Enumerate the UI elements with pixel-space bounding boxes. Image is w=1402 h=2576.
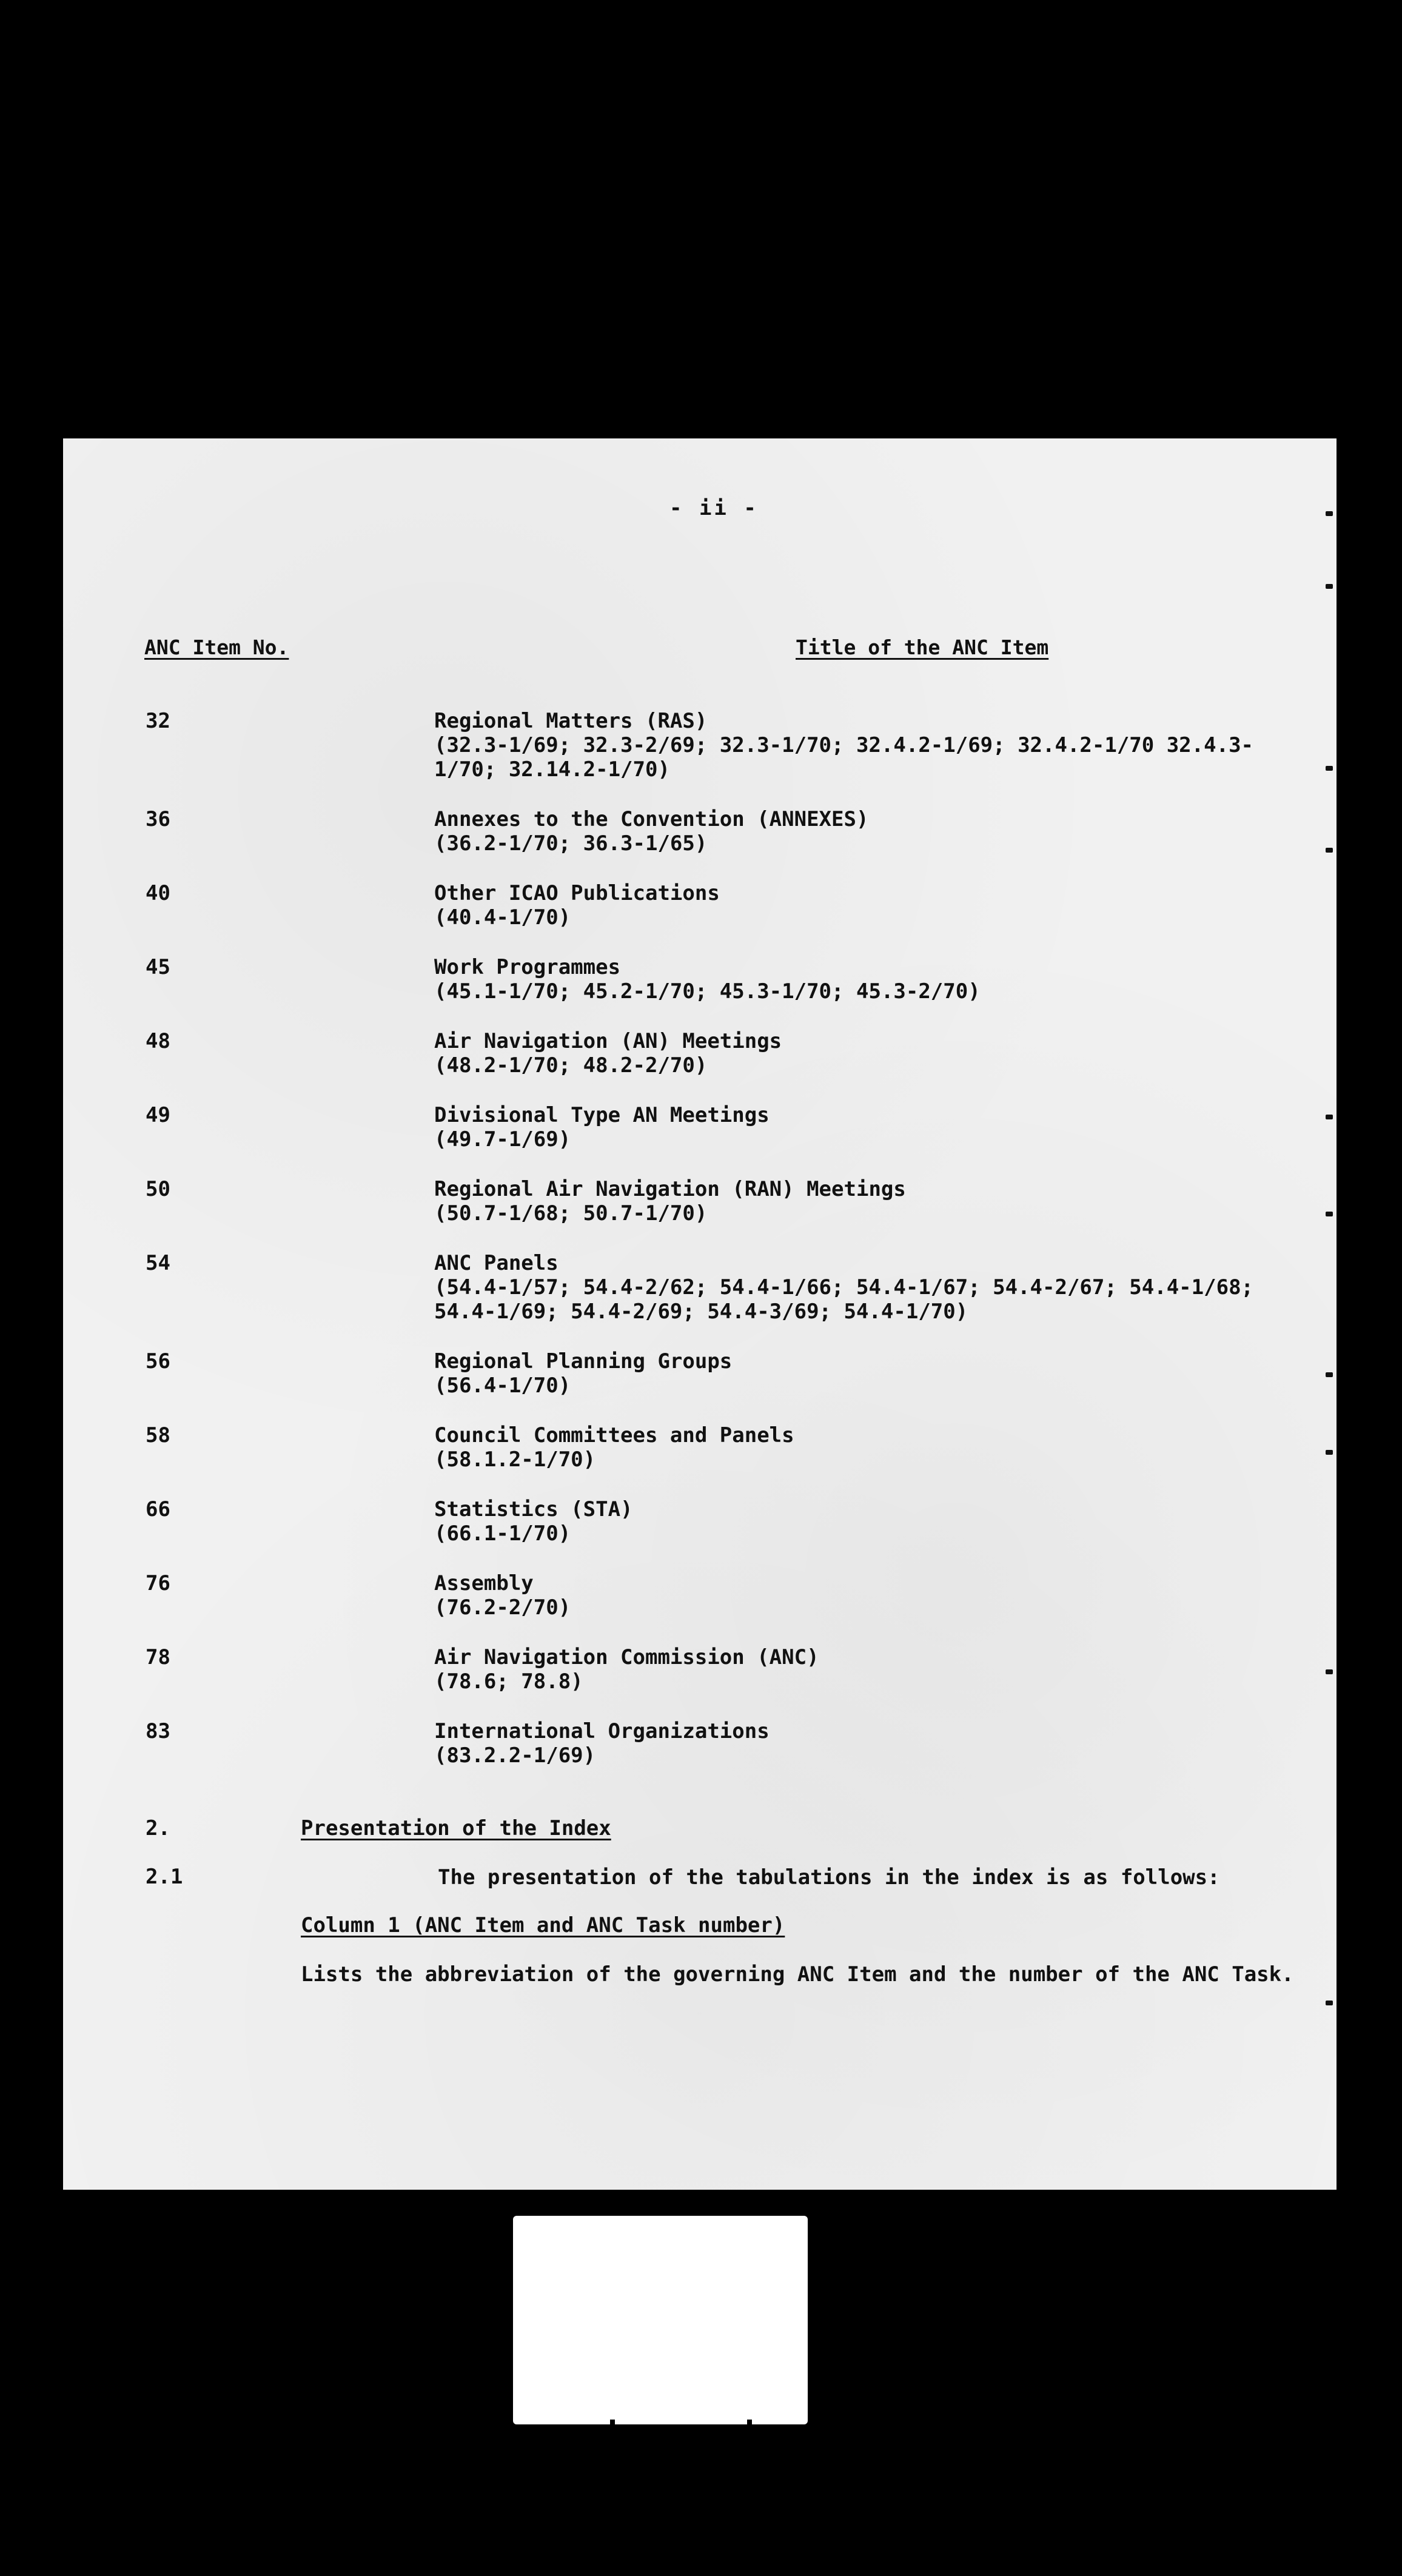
item-refs: (54.4-1/57; 54.4-2/62; 54.4-1/66; 54.4-1/67; 54.4-2/67; 54.4-1/68; 54.4-1/69; 54.4-2/69; 54.4-3/69; 54.4-1/70) — [434, 1275, 1254, 1324]
item-refs: (45.1-1/70; 45.2-1/70; 45.3-1/70; 45.3-2/70) — [434, 979, 981, 1004]
item-number: 78 — [146, 1645, 170, 1669]
page-number: - ii - — [669, 496, 759, 520]
item-number: 76 — [146, 1571, 170, 1595]
item-title: International Organizations — [434, 1719, 770, 1743]
item-number: 45 — [146, 955, 170, 979]
item-refs: (49.7-1/69) — [434, 1127, 571, 1152]
item-title: Air Navigation Commission (ANC) — [434, 1645, 819, 1669]
item-number: 50 — [146, 1177, 170, 1201]
item-number: 32 — [146, 709, 170, 733]
tick-mark — [610, 2420, 615, 2426]
item-title: Assembly — [434, 1571, 534, 1595]
scan-mark — [1326, 1372, 1333, 1377]
scan-mark — [1326, 2001, 1333, 2005]
item-title: Regional Matters (RAS) — [434, 709, 708, 733]
scan-mark — [1326, 1450, 1333, 1455]
scan-mark — [1326, 1115, 1333, 1119]
document-page — [63, 438, 1337, 2190]
item-refs: (58.1.2-1/70) — [434, 1447, 596, 1472]
item-title: Air Navigation (AN) Meetings — [434, 1029, 782, 1053]
item-refs: (66.1-1/70) — [434, 1521, 571, 1546]
scan-mark — [1326, 848, 1333, 853]
item-title: Annexes to the Convention (ANNEXES) — [434, 807, 869, 831]
scan-mark — [1326, 511, 1333, 516]
blank-label-box — [513, 2216, 808, 2424]
item-title: Work Programmes — [434, 955, 621, 979]
column-header-item-no: ANC Item No. — [144, 636, 289, 659]
item-title: Divisional Type AN Meetings — [434, 1103, 770, 1127]
item-number: 54 — [146, 1251, 170, 1275]
column-header-title: Title of the ANC Item — [796, 636, 1049, 659]
scan-mark — [1326, 766, 1333, 771]
item-title: Council Committees and Panels — [434, 1423, 794, 1447]
column-heading: Column 1 (ANC Item and ANC Task number) — [301, 1913, 785, 1937]
section-title: Presentation of the Index — [301, 1816, 611, 1840]
item-title: Regional Air Navigation (RAN) Meetings — [434, 1177, 906, 1201]
item-refs: (56.4-1/70) — [434, 1374, 571, 1398]
item-number: 58 — [146, 1423, 170, 1447]
item-number: 49 — [146, 1103, 170, 1127]
item-number: 66 — [146, 1497, 170, 1521]
item-title: Regional Planning Groups — [434, 1349, 733, 1374]
column-description: Lists the abbreviation of the governing ANC Item and the number of the ANC Task. — [301, 1962, 1294, 1987]
item-number: 40 — [146, 881, 170, 905]
item-refs: (83.2.2-1/69) — [434, 1743, 596, 1768]
item-number: 56 — [146, 1349, 170, 1374]
section-number: 2. — [146, 1816, 170, 1840]
scan-mark — [1326, 1212, 1333, 1216]
item-refs: (40.4-1/70) — [434, 905, 571, 930]
item-title: Other ICAO Publications — [434, 881, 720, 905]
scan-mark — [1326, 584, 1333, 589]
section-intro: The presentation of the tabulations in the index is as follows: — [438, 1865, 1220, 1890]
item-refs: (32.3-1/69; 32.3-2/69; 32.3-1/70; 32.4.2-1/69; 32.4.2-1/70 32.4.3-1/70; 32.14.2-1/70) — [434, 733, 1254, 782]
item-refs: (48.2-1/70; 48.2-2/70) — [434, 1053, 708, 1078]
item-refs: (36.2-1/70; 36.3-1/65) — [434, 831, 708, 856]
item-refs: (76.2-2/70) — [434, 1595, 571, 1620]
item-refs: (50.7-1/68; 50.7-1/70) — [434, 1201, 708, 1226]
subsection-number: 2.1 — [146, 1865, 183, 1889]
item-number: 36 — [146, 807, 170, 831]
scan-mark — [1326, 1669, 1333, 1674]
tick-mark — [747, 2420, 752, 2426]
item-number: 83 — [146, 1719, 170, 1743]
item-number: 48 — [146, 1029, 170, 1053]
item-title: ANC Panels — [434, 1251, 558, 1275]
item-refs: (78.6; 78.8) — [434, 1669, 583, 1694]
item-title: Statistics (STA) — [434, 1497, 633, 1521]
